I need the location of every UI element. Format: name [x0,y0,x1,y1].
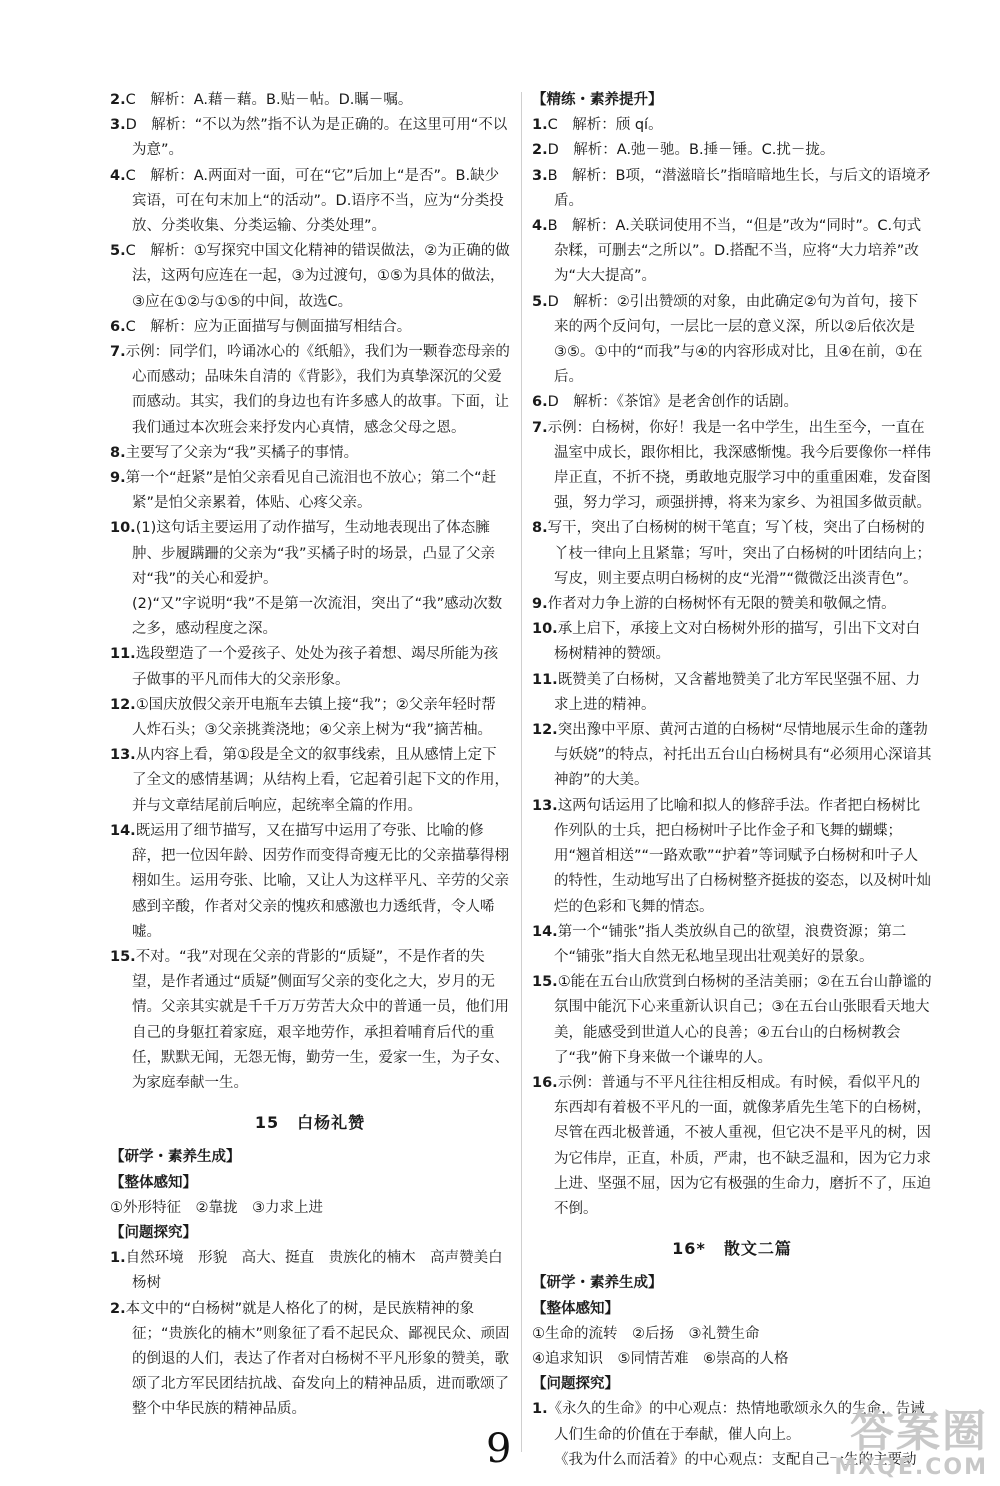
tag-zhengti: 【整体感知】 [110,1174,197,1191]
answer-number: 2. [110,92,126,108]
answer-number: 10. [110,520,136,537]
zhengti-answer: ①外形特征 ②靠拢 ③力求上进 [110,1199,323,1216]
answer-text: B 解析：B项，“潜滋暗长”指暗暗地生长，与后文的语境矛盾。 [547,167,931,209]
tag-wenti-2: 【问题探究】 [532,1376,619,1393]
section-16-name: 散文二篇 [723,1239,792,1259]
watermark-logo [834,1406,988,1480]
answer-text: 突出豫中平原、黄河古道的白杨树“尽情地展示生命的蓬勃与妖娆”的特点，衬托出五台山白杨树具有“必须用心深谙其神韵”的大美。 [554,722,932,789]
tag-jinglian: 【精练・素养提升】 [532,92,663,108]
answer-number: 7. [110,344,126,361]
answer-text: 这两句话运用了比喻和拟人的修辞手法。作者把白杨树比作列队的士兵，把白杨树叶子比作金子和飞舞的蝴蝶；用“翘首相送”“一路欢歌”“护着”等词赋予白杨树和叶子人的特性，生动地写出了白杨树整齐挺拔的姿态，以及树叶灿烂的色彩和飞舞的情态。 [554,797,931,915]
answer-item [532,970,932,1071]
section-15-name: 白杨礼赞 [297,1113,366,1133]
zhengti-answer-line-1: ①生命的流转 ②后扬 ③礼赞生命 [532,1325,760,1342]
answer-text: D 解析：“不以为然”指不认为是正确的。在这里可用“不以为意”。 [125,117,508,159]
answer-item [110,743,510,819]
answer-item [110,516,510,592]
answer-number: 13. [532,797,558,814]
answer-text: 示例：同学们，吟诵冰心的《纸船》，我们为一颗眷恋母亲的心而感动；品味朱自清的《背影》，我们为真挚深沉的父爱而感动。其实，我们的身边也有许多感人的故事。下面，让我们通过本次班会来抒发内心真情，感念父母之恩。 [125,344,510,436]
answer-number: 16. [532,1074,558,1091]
answer-number: 15. [532,974,558,991]
answer-text: 既赞美了白杨树，又含蓄地赞美了北方军民坚强不屈、力求上进的精神。 [554,671,921,713]
answer-number: 12. [532,722,558,739]
answer-number: 2. [532,142,548,159]
answer-item [110,239,510,315]
answer-number: 12. [110,696,136,713]
answer-item [110,113,510,163]
answer-text: 从内容上看，第①段是全文的叙事线索，且从感情上定下了全文的感情基调；从结构上看，它起着引起下文的作用，并与文章结尾前后响应，起统率全篇的作用。 [132,747,509,814]
watermark-text-bottom: MXQE.COM [834,1455,988,1480]
answer-number: 9. [532,596,548,613]
answer-number: 14. [532,923,558,940]
answer-item [532,592,932,617]
answer-text: C 解析：颀 qí。 [547,117,663,134]
answer-item [110,441,510,466]
answer-text: D 解析：②引出赞颂的对象，由此确定②句为首句，接下来的两个反问句，一层比一层的意义深，所以②后依次是③⑤。①中的“而我”与④的内容形成对比，且④在前，①在后。 [547,293,923,386]
answer-number: 5. [110,243,126,260]
answer-text: ①国庆放假父亲开电瓶车去镇上接“我”；②父亲年轻时帮人炸石头；③父亲挑粪浇地；④父亲上树为“我”摘苦柚。 [132,696,496,739]
answer-text: 自然环境 形貌 高大、挺直 贵族化的楠木 高声赞美白杨树 [125,1250,503,1292]
answer-number: 14. [110,822,136,839]
answer-text: D 解析：《茶馆》是老舍创作的话剧。 [547,394,799,411]
answer-number: 15. [110,948,136,965]
answer-text: C 解析：①写探究中国文化精神的错误做法，②为正确的做法，这两句应连在一起，③为过渡句，①⑤为具体的做法，③应在①②与①⑤的中间，故选C。 [125,243,510,310]
answer-item [532,718,932,794]
right-answers-group-a [532,113,932,1222]
watermark-text-top: 答案圈 [850,1406,988,1457]
answer-item [110,466,510,516]
answer-item [110,819,510,945]
answer-text: 第一个“铺张”指人类放纵自己的欲望，浪费资源；第二个“铺张”指大自然无私地呈现出壮观美好的景象。 [554,923,907,965]
answer-item [532,1071,932,1222]
left-column [110,88,510,1423]
left-answers-group-a [110,88,510,592]
answer-text: 既运用了细节描写，又在描写中运用了夸张、比喻的修辞，把一位因年龄、因劳作而变得奇瘦无比的父亲描摹得栩栩如生。运用夸张、比喻，又让人为这样平凡、辛劳的父亲感到辛酸，作者对父亲的愧疚和感激也力透纸背，令人唏嘘。 [132,822,509,940]
page-number: 9 [486,1426,512,1472]
answer-number: 4. [532,218,548,235]
right-column [532,88,932,1473]
answer-number: 11. [532,671,558,688]
answer-item [110,88,510,113]
answer-text: 《永久的生命》的中心观点：热情地歌颂永久的生命，告诫人们生命的价值在于奉献，催人向上。 [547,1401,925,1443]
answer-number: 9. [110,470,126,487]
left-answers-group-c [110,1246,510,1422]
answer-text: C 解析：A.藉－藉。B.贴－帖。D.瞩－嘱。 [125,92,413,108]
answer-10-part-2: (2)“又”字说明“我”不是第一次流泪，突出了“我”感动次数之多，感动程度之深。 [132,596,503,638]
answer-text: 主要写了父亲为“我”买橘子的事情。 [125,444,359,461]
answer-text: 第一个“赶紧”是怕父亲看见自己流泪也不放心；第二个“赶紧”是怕父亲累着，体贴、心疼父亲。 [125,470,497,512]
answer-number: 4. [110,167,126,184]
answer-item [110,340,510,441]
answer-item-continued: 《我为什么而活着》的中心观点：支配自己一生的主要动 [554,1451,917,1468]
tag-wenti: 【问题探究】 [110,1224,197,1241]
answer-item [110,693,510,743]
answer-text: 承上启下，承接上文对白杨树外形的描写，引出下文对白杨树精神的赞颂。 [554,621,921,663]
answer-number: 10. [532,621,558,638]
answer-item [110,642,510,692]
section-16-title [532,1236,932,1261]
answer-item [532,214,932,290]
answer-text: 示例：普通与不平凡往往相反相成。有时候，看似平凡的东西却有着极不平凡的一面，就像茅盾先生笔下的白杨树，尽管在西北极普通，不被人重视，但它决不是平凡的树，因为它伟岸，正直，朴质，严肃，也不缺乏温和，因为它力求上进、坚强不屈，因为它有极强的生命力，磨折不了，压迫不倒。 [554,1074,931,1217]
answer-number: 1. [532,1401,548,1418]
answer-text: 选段塑造了一个爱孩子、处处为孩子着想、竭尽所能为孩子做事的平凡而伟大的父亲形象。 [132,646,499,688]
answer-number: 8. [532,520,548,537]
tag-yanxue-2: 【研学・素养生成】 [532,1275,663,1292]
section-15-number: 15 [254,1113,280,1133]
answer-item [532,516,932,592]
answer-item [532,617,932,667]
answer-number: 5. [532,293,548,310]
answer-number: 8. [110,444,126,461]
answer-item [110,164,510,240]
answer-text: 本文中的“白杨树”就是人格化了的树，是民族精神的象征；“贵族化的楠木”则象征了看不起民众、鄙视民众、顽固的倒退的人们，表达了作者对白杨树不平凡形象的赞美，歌颂了北方军民团结抗战、奋发向上的精神品质，进而歌颂了整个中华民族的精神品质。 [125,1300,510,1418]
section-16-number: 16* [672,1239,706,1259]
section-15-title [110,1110,510,1135]
answer-number: 13. [110,747,136,764]
answer-number: 2. [110,1300,126,1317]
answer-number: 1. [110,1250,126,1267]
answer-number: 6. [110,318,126,335]
answer-number: 11. [110,646,136,663]
tag-yanxue: 【研学・素养生成】 [110,1149,241,1166]
answer-text: 作者对力争上游的白杨树怀有无限的赞美和敬佩之情。 [547,596,896,613]
answer-item [532,290,932,391]
answer-item [110,1246,510,1296]
answer-number: 7. [532,419,548,436]
answer-item [532,113,932,138]
answer-text: 不对。“我”对现在父亲的背影的“质疑”，不是作者的失望，是作者通过“质疑”侧面写父亲的变化之大，岁月的无情。父亲其实就是千千万万劳苦大众中的普通一员，他们用自己的身躯扛着家庭，艰辛地劳作，承担着哺育后代的重任，默默无闻，无怨无悔，勤劳一生，爱家一生，为子女、为家庭奉献一生。 [132,948,509,1091]
answer-number: 6. [532,394,548,411]
answer-text: ①能在五台山欣赏到白杨树的圣洁美丽；②在五台山静谧的氛围中能沉下心来重新认识自己；③在五台山张眼看天地大美，能感受到世道人心的良善；④五台山的白杨树教会了“我”俯下身来做一个谦卑的人。 [554,974,932,1066]
answer-text: B 解析：A.关联词使用不当，“但是”改为“同时”。C.句式杂糅，可删去“之所以”。D.搭配不当，应将“大力培养”改为“大大提高”。 [547,218,922,285]
answer-number: 1. [532,117,548,134]
answer-item [110,945,510,1096]
zhengti-answer-line-2: ④追求知识 ⑤同情苦难 ⑥崇高的人格 [532,1350,789,1367]
tag-zhengti-2: 【整体感知】 [532,1300,619,1317]
answer-text: (1)这句话主要运用了动作描写，生动地表现出了体态臃肿、步履蹒跚的父亲为“我”买橘子时的场景，凸显了父亲对“我”的关心和爱护。 [132,520,496,587]
answer-number: 3. [110,117,126,134]
answer-item [532,416,932,517]
answer-text: D 解析：A.弛－驰。B.捶－锤。C.扰－拢。 [547,142,835,159]
answer-number: 3. [532,167,548,184]
answer-text: 写干，突出了白杨树的树干笔直；写丫枝，突出了白杨树的丫枝一律向上且紧靠；写叶，突出了白杨树的叶团结向上；写皮，则主要点明白杨树的皮“光滑”“微微泛出淡青色”。 [547,520,931,587]
answer-text: C 解析：应为正面描写与侧面描写相结合。 [125,318,412,335]
answer-item [532,138,932,163]
answer-item [532,668,932,718]
left-answers-group-b [110,642,510,1096]
answer-item [532,164,932,214]
answer-text: C 解析：A.两面对一面，可在“它”后加上“是否”。B.缺少宾语，可在句末加上“的活动”。D.语序不当，应为“分类投放、分类收集、分类运输、分类处理”。 [125,167,504,235]
answer-item [532,794,932,920]
answer-item [110,315,510,340]
answer-text: 示例：白杨树，你好！我是一名中学生，出生至今，一直在温室中成长，跟你相比，我深感惭愧。我今后要像你一样伟岸正直，不折不挠，勇敢地克服学习中的重重困难，发奋图强，努力学习，顽强拼搏，将来为家乡、为祖国多做贡献。 [547,419,931,512]
answer-item [532,920,932,970]
answer-item [110,1297,510,1423]
column-divider [521,92,522,1452]
answer-item [532,390,932,415]
